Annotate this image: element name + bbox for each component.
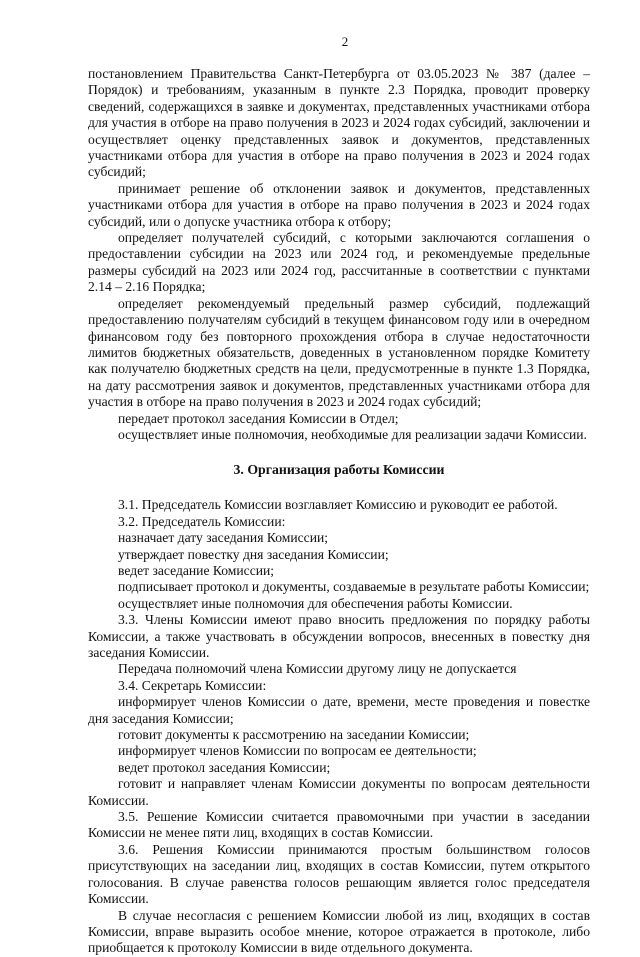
paragraph: 3.3. Члены Комиссии имеют право вносить предложения по порядку работы Комиссии, а также участвовать в обсуждении вопросов, внесенных в повестку дня заседания Комиссии. xyxy=(88,612,590,660)
paragraph: 3.6. Решения Комиссии принимаются простым большинством голосов присутствующих на заседании лиц, входящих в состав Комиссии, путем открытого голосования. В случае равенства голосов решающим является голос председателя Комиссии. xyxy=(88,841,590,907)
paragraph: готовит и направляет членам Комиссии документы по вопросам деятельности Комиссии. xyxy=(88,776,590,808)
paragraph: ведет протокол заседания Комиссии; xyxy=(118,759,331,775)
paragraph: информирует членов Комиссии по вопросам ее деятельности; xyxy=(118,743,477,759)
paragraph: информирует членов Комиссии о дате, времени, месте проведения и повестке дня заседания Комиссии; xyxy=(88,694,590,726)
paragraph: определяет рекомендуемый предельный размер субсидий, подлежащий предоставлению получателям субсидий в текущем финансовом году или в очередном финансовом году без повторного прохождения отбора в случае недостаточности лимитов бюджетных обязательств, доведенных в установленном порядке Комитету как получателю бюджетных средств на цели, предусмотренные в пункте 1.3 Порядка, на дату рассмотрения заявок и документов, представленных участниками отбора для участия в отборе на право получения в 2023 и 2024 годах субсидий; xyxy=(88,295,590,410)
paragraph: В случае несогласия с решением Комиссии любой из лиц, входящих в состав Комиссии, вправе выразить особое мнение, которое отражается в протоколе, либо приобщается к протоколу Комиссии в виде отдельного документа. xyxy=(88,907,590,956)
paragraph: осуществляет иные полномочия для обеспечения работы Комиссии. xyxy=(118,595,513,611)
paragraph: 3.4. Секретарь Комиссии: xyxy=(118,677,267,693)
intro-text-block xyxy=(88,66,590,443)
paragraph: ведет заседание Комиссии; xyxy=(118,562,275,578)
paragraph: принимает решение об отклонении заявок и документов, представленных участниками отбора для участия в отборе на право получения в 2023 и 2024 годах субсидий, или о допуске участника отбора к отбору; xyxy=(88,180,590,229)
paragraph: готовит документы к рассмотрению на заседании Комиссии; xyxy=(118,727,470,743)
section-heading: 3. Организация работы Комиссии xyxy=(233,462,445,478)
paragraph: 3.5. Решение Комиссии считается правомочными при участии в заседании Комиссии не менее пяти лиц, входящих в состав Комиссии. xyxy=(88,809,590,841)
page-number: 2 xyxy=(341,34,349,49)
paragraph: назначает дату заседания Комиссии; xyxy=(118,530,329,546)
paragraph: определяет получателей субсидий, с которыми заключаются соглашения о предоставлении субсидии на 2023 или 2024 год, и рекомендуемые предельные размеры субсидий на 2023 или 2024 год, рассчитанные в соответствии с пунктами 2.14 – 2.16 Порядка; xyxy=(88,230,590,295)
paragraph: 3.1. Председатель Комиссии возглавляет Комиссию и руководит ее работой. xyxy=(118,497,558,513)
paragraph: подписывает протокол и документы, создаваемые в результате работы Комиссии; xyxy=(118,579,590,595)
paragraph: Передача полномочий члена Комиссии другому лицу не допускается xyxy=(118,661,517,677)
section-3-text-block xyxy=(88,497,590,956)
paragraph: 3.2. Председатель Комиссии: xyxy=(118,513,286,529)
paragraph: утверждает повестку дня заседания Комиссии; xyxy=(118,546,389,562)
paragraph: постановлением Правительства Санкт-Петербурга от 03.05.2023 № 387 (далее – Порядок) и требованиям, указанным в пункте 2.3 Порядка, проводит проверку сведений, содержащихся в заявке и документах, представленных участниками отбора для участия в отборе на право получения в 2023 и 2024 годах субсидий, заключении и осуществляет оценку представленных заявок и документов, представленных участниками отбора для участия в отборе на право получения в 2023 и 2024 годах субсидий; xyxy=(88,66,590,180)
paragraph: передает протокол заседания Комиссии в Отдел; xyxy=(118,410,399,426)
paragraph: осуществляет иные полномочия, необходимые для реализации задачи Комиссии. xyxy=(118,426,587,442)
